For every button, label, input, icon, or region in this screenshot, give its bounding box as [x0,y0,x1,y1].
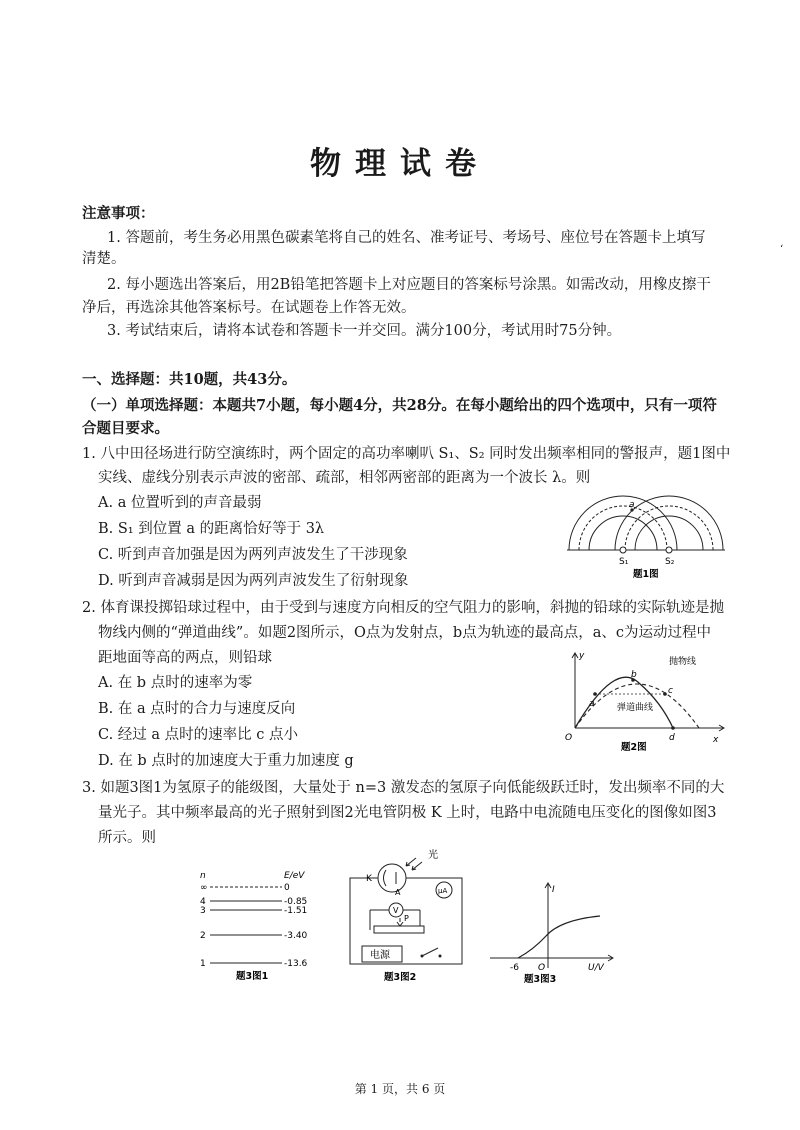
q1-option-b: B. S₁ 到位置 a 的距离恰好等于 3λ [98,521,325,537]
q2-stem-line-3: 距地面等高的两点，则铅球 [98,650,272,666]
s1-label: S₁ [619,557,629,567]
q3-stem-line-2: 量光子。其中频率最高的光子照射到图2光电管阴极 K 上时，电路中电流随电压变化的图像如图3 [98,805,717,821]
current-voltage-graph [488,880,618,985]
energy-unit-label: E/eV [284,871,305,881]
q3-figure-1-caption: 题3图1 [236,971,269,982]
point-c-label: c [668,686,673,696]
q1-figure [575,492,725,582]
point-d-mark [671,726,675,730]
s2-wavefront-2 [625,506,713,550]
origin-label: O [565,733,573,743]
section-heading: 一、选择题：共10题，共43分。 [82,371,297,388]
slider-p [397,918,403,926]
point-c-mark [663,692,667,696]
s2-source [666,547,672,553]
q2-stem-line-1: 2. 体育课投掷铅球过程中，由于受到与速度方向相反的空气阻力的影响，斜抛的铅球的实际轨迹是抛 [82,600,724,616]
level-1-energy: -13.6 [284,959,308,969]
origin-label: O [538,963,546,973]
photoelectric-circuit [340,848,475,983]
q3-figure-2-caption: 题3图2 [384,972,417,983]
notice-item-3-line-1: 3. 考试结束后，请将本试卷和答题卡一并交回。满分100分，考试用时75分钟。 [107,323,622,339]
page-footer: 第 1 页，共 6 页 [354,1082,446,1096]
q2-stem-line-2: 物线内侧的“弹道曲线”。如题2图所示，O点为发射点，b点为轨迹的最高点，a、c为运动过程中 [98,625,711,641]
level-3-n: 3 [200,906,206,916]
notice-heading: 注意事项： [82,205,155,222]
level-inf-energy: 0 [284,883,290,893]
slider-p-label: P [404,914,409,923]
section-sub-line-2: 合题目要求。 [82,420,169,437]
switch-contact-right [439,955,442,958]
notice-item-1-line-1: 1. 答题前，考生务必用黑色碳素笔将自己的姓名、准考证号、考场号、座位号在答题卡上填写 [107,230,706,246]
q2-option-b: B. 在 a 点时的合力与速度反向 [98,701,296,717]
q2-option-c: C. 经过 a 点时的速率比 c 点小 [98,727,298,743]
voltmeter-label: V [393,906,399,915]
level-4-energy: -0.85 [284,897,308,907]
stopping-voltage-label: -6 [510,963,519,973]
q2-trajectory-diagram [565,650,730,755]
parabola-label: 抛物线 [669,657,697,667]
light-arrow-1 [406,858,416,866]
u-axis-label: U/V [588,963,604,973]
q1-option-a: A. a 位置听到的声音最弱 [98,495,262,511]
s1-source [620,547,626,553]
n-label: n [200,871,206,881]
q3-figure-3-caption: 题3图3 [524,974,557,985]
q3-figure-2 [340,848,475,983]
x-axis-label: x [713,735,719,745]
y-axis-label: y [579,651,585,661]
notice-item-1-line-2: 清楚。 [82,251,126,267]
light-label: 光 [428,850,438,861]
point-d-label: d [669,733,675,743]
margin-mark: ‘ [780,244,784,255]
s2-label: S₂ [665,557,675,567]
point-a-mark [593,692,597,696]
page-title: 物理试卷 [310,146,490,182]
q2-option-d: D. 在 b 点时的加速度大于重力加速度 g [98,753,354,769]
section-sub-line-1: （一）单项选择题：本题共7小题，每小题4分，共28分。在每小题给出的四个选项中，只有一项符 [82,397,717,414]
photo-tube [378,864,406,892]
notice-item-2-line-2: 净后，再选涂其他答案标号。在试题卷上作答无效。 [82,300,416,316]
energy-level-diagram [196,868,326,983]
q1-option-d: D. 听到声音减弱是因为两列声波发生了衍射现象 [98,573,409,589]
light-arrow-2 [412,862,422,870]
switch-contact-left [421,955,424,958]
i-axis-label: I [552,885,555,895]
q3-stem-line-1: 3. 如题3图1为氢原子的能级图，大量处于 n=3 激发态的氢原子向低能级跃迁时，发出频率不同的大 [82,780,725,796]
q3-figure-1 [196,868,326,983]
level-2-n: 2 [200,931,206,941]
point-a-label: a [629,500,635,510]
rheostat [374,926,424,933]
k-label: K [366,874,372,884]
level-inf-n: ∞ [200,883,208,893]
q2-figure [565,650,730,755]
point-a-label: a [589,699,595,709]
level-2-energy: -3.40 [284,931,308,941]
point-b-label: b [631,670,637,680]
iu-curve [518,916,600,958]
level-1-n: 1 [200,959,206,969]
s1-wavefront-2 [579,506,667,550]
notice-item-2-line-1: 2. 每小题选出答案后，用2B铅笔把答题卡上对应题目的答案标号涂黑。如需改动，用橡皮擦干 [107,277,711,293]
q1-stem-line-2: 实线、虚线分别表示声波的密部、疏部，相邻两密部的距离为一个波长 λ。则 [98,470,591,486]
switch [422,948,438,956]
s1-wavefront-3 [569,496,677,550]
q1-stem-line-1: 1. 八中田径场进行防空演练时，两个固定的高功率喇叭 S₁、S₂ 同时发出频率相同的警报声，题1图中 [82,446,731,462]
level-4-n: 4 [200,897,206,907]
level-3-energy: -1.51 [284,906,308,916]
q3-figure-3 [488,880,618,985]
power-source-label: 电源 [370,950,390,961]
q1-wave-diagram [575,492,725,582]
a-label: A [395,888,401,897]
q2-option-a: A. 在 b 点时的速率为零 [98,675,253,691]
q2-figure-caption: 题2图 [621,742,647,753]
q1-figure-caption: 题1图 [633,569,659,580]
q3-stem-line-3: 所示。则 [98,830,156,846]
microammeter-label: μA [438,887,448,895]
q1-option-c: C. 听到声音加强是因为两列声波发生了干涉现象 [98,547,408,563]
ballistic-label: 弹道曲线 [617,703,654,713]
